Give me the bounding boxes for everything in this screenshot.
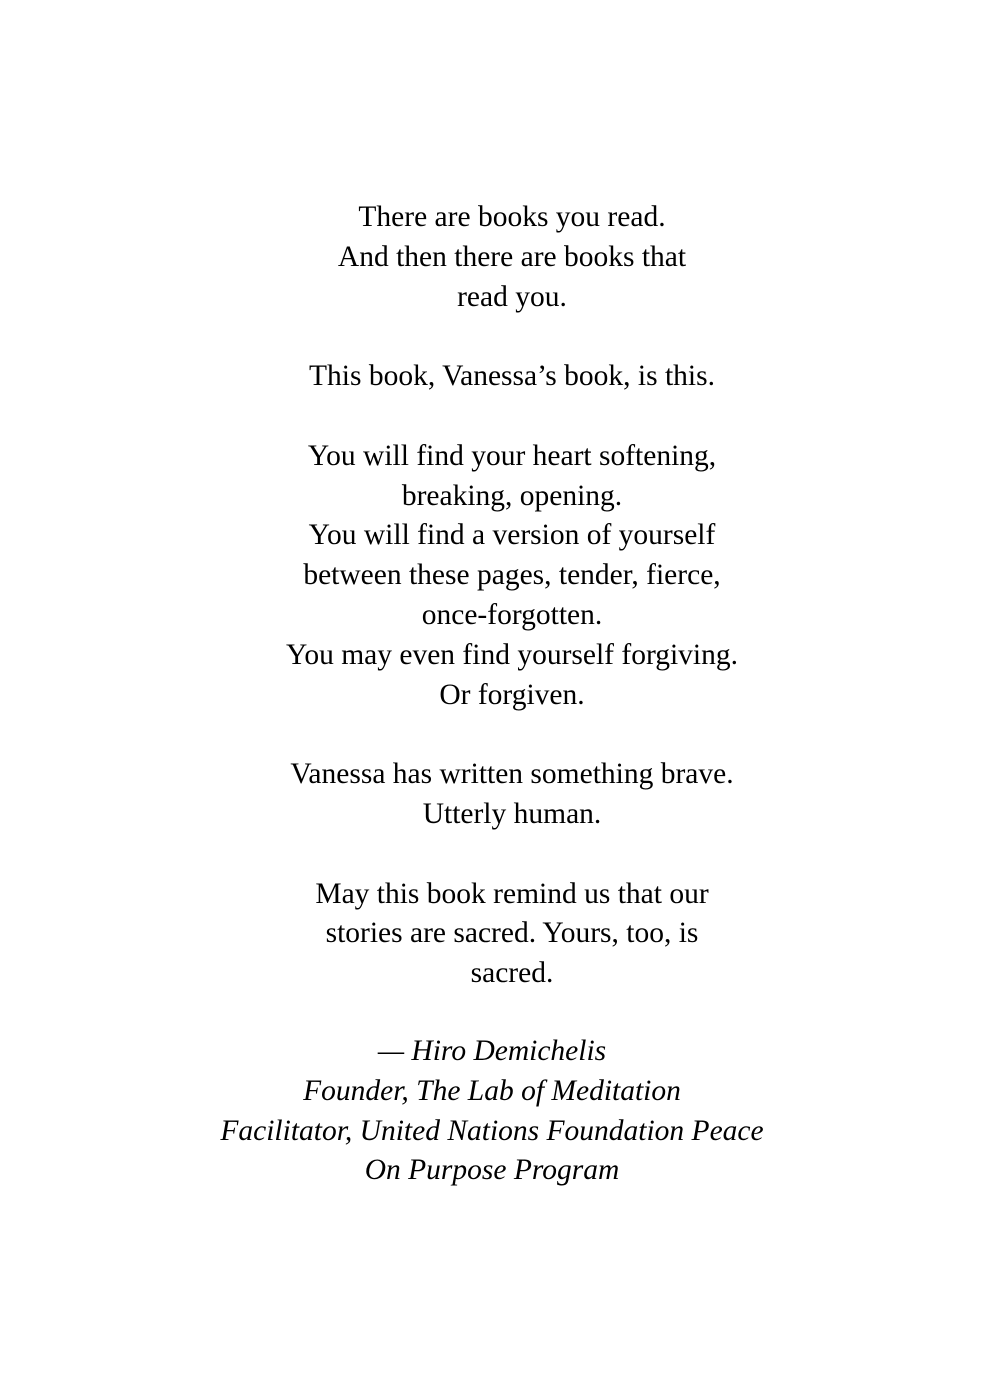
stanza-something-brave [0,755,1000,835]
text-line: sacred. [470,957,554,990]
text-line: And then there are books that [337,240,687,273]
text-line: read you. [457,280,567,313]
text-line: Vanessa has written something brave. [290,758,734,791]
text-line: Or forgiven. [439,678,585,711]
text-line: May this book remind us that our [315,877,709,910]
author-title: Founder, The Lab of Meditation [303,1074,681,1107]
text-line: This book, Vanessa’s book, is this. [309,360,715,393]
text-line: You will find a version of yourself [308,519,716,552]
text-line: between these pages, tender, fierce, [303,559,721,592]
attribution [0,1032,984,1191]
author-name: — Hiro Demichelis [377,1035,607,1067]
author-title: On Purpose Program [364,1154,620,1187]
stanza-you-will-find [0,437,1000,716]
text-line: You may even find yourself forgiving. [285,638,739,671]
text-line: once-forgotten. [421,598,603,631]
endorsement-text [0,198,1000,1034]
text-line: You will find your heart softening, [307,439,717,472]
stanza-vanessas-book [0,357,1000,397]
stanza-stories-are-sacred [0,875,1000,994]
text-line: breaking, opening. [401,479,623,512]
text-line: There are books you read. [358,201,666,233]
text-line: Utterly human. [422,797,602,830]
text-line: stories are sacred. Yours, too, is [325,917,699,950]
stanza-books-that-read-you [0,198,1000,317]
author-title: Facilitator, United Nations Foundation Peace [220,1114,764,1147]
